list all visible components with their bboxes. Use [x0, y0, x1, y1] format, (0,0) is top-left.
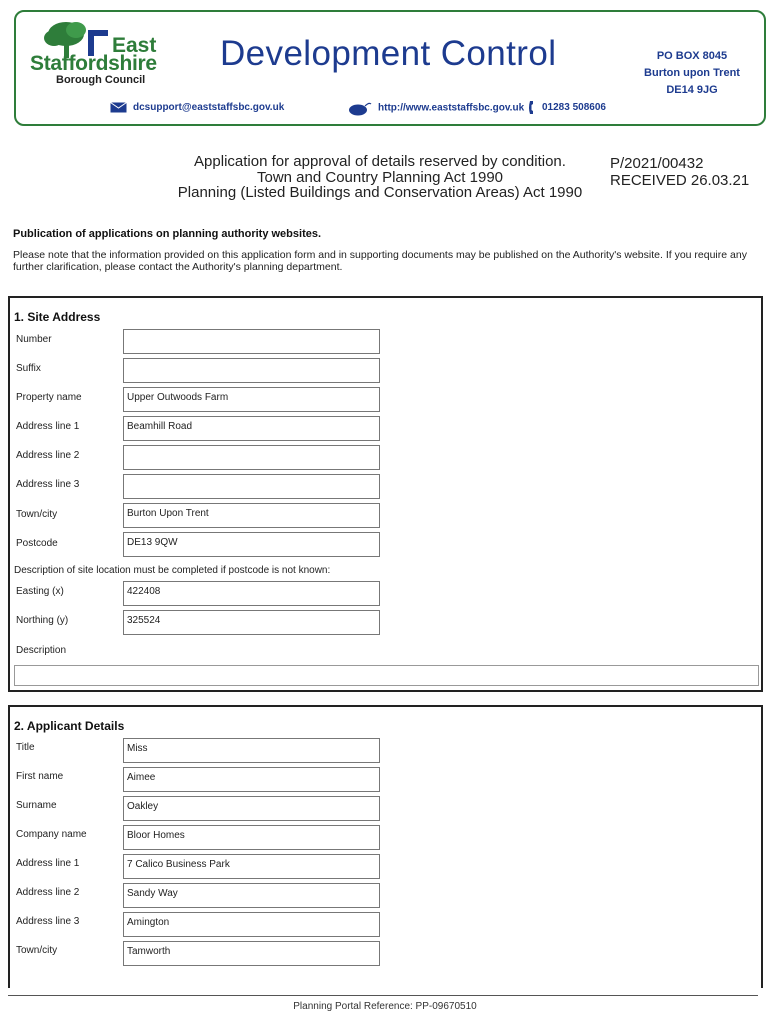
site-address-section [8, 296, 763, 692]
field-label: Easting (x) [16, 586, 64, 597]
section-title: 1. Site Address [14, 310, 101, 324]
field-label: Address line 3 [16, 479, 80, 490]
field-label: Address line 2 [16, 450, 80, 461]
phone-icon [528, 100, 536, 115]
field-label: Town/city [16, 509, 58, 520]
mouse-icon [348, 100, 372, 116]
logo-text-borough-council: Borough Council [56, 74, 146, 86]
application-title-line: Application for approval of details reserved by condition. [194, 153, 566, 170]
field-label: Northing (y) [16, 615, 69, 626]
surname-field[interactable]: Oakley [123, 796, 380, 821]
phone-number: 01283 508606 [542, 102, 606, 114]
application-reference [610, 155, 749, 189]
field-label: Postcode [16, 538, 58, 549]
applicant-details-section [8, 705, 763, 988]
address-line-3-field[interactable] [123, 474, 380, 499]
address-line-2-field[interactable]: Sandy Way [123, 883, 380, 908]
page-title: Development Control [220, 34, 557, 73]
field-label: Town/city [16, 945, 58, 956]
email-link[interactable]: dcsupport@eaststaffsbc.gov.uk [133, 102, 285, 114]
field-label: Address line 3 [16, 916, 80, 927]
suffix-field[interactable] [123, 358, 380, 383]
property-name-field[interactable]: Upper Outwoods Farm [123, 387, 380, 412]
phone-contact [528, 100, 606, 115]
logo-text-east: East [112, 34, 157, 57]
address-line-1-field[interactable]: 7 Calico Business Park [123, 854, 380, 879]
location-note: Description of site location must be completed if postcode is not known: [14, 565, 331, 576]
application-title-line: Town and Country Planning Act 1990 [257, 168, 503, 186]
field-label: Company name [16, 829, 87, 840]
address-line-2-field[interactable] [123, 445, 380, 470]
field-label: Title [16, 742, 35, 753]
footer-reference: Planning Portal Reference: PP-09670510 [293, 1001, 477, 1012]
field-label: Surname [16, 800, 57, 811]
northing-field[interactable]: 325524 [123, 610, 380, 635]
logo-text-staffordshire: Staffordshire [30, 52, 157, 75]
postcode-field[interactable]: DE13 9QW [123, 532, 380, 557]
publication-heading: Publication of applications on planning authority websites. [13, 228, 322, 240]
field-label: Address line 1 [16, 858, 80, 869]
envelope-icon [110, 102, 127, 113]
application-title [150, 154, 610, 201]
address-line-3-field[interactable]: Amington [123, 912, 380, 937]
address-line-1-field[interactable]: Beamhill Road [123, 416, 380, 441]
section-title: 2. Applicant Details [14, 719, 125, 733]
publication-notice: Please note that the information provided on this application form and in supporting documents may be published on the Authority's website. If you require any further clarification, please contact the Authority's planning department. [13, 249, 747, 273]
first-name-field[interactable]: Aimee [123, 767, 380, 792]
address-line: DE14 9JG [666, 84, 718, 96]
council-address [612, 48, 770, 99]
footer-divider [8, 995, 758, 996]
reference-number: P/2021/00432 [610, 155, 704, 172]
address-line: Burton upon Trent [644, 67, 740, 79]
application-title-line: Planning (Listed Buildings and Conservation Areas) Act 1990 [177, 184, 583, 201]
town-city-field[interactable]: Burton Upon Trent [123, 503, 380, 528]
field-label: First name [16, 771, 64, 782]
council-logo [30, 18, 180, 88]
number-field[interactable] [123, 329, 380, 354]
received-stamp: RECEIVED 26.03.21 [610, 172, 750, 189]
email-contact[interactable] [110, 102, 284, 113]
title-field[interactable]: Miss [123, 738, 380, 763]
description-field[interactable] [14, 665, 759, 686]
address-line: PO BOX 8045 [656, 50, 728, 62]
website-contact[interactable] [348, 100, 524, 116]
header-banner [14, 10, 766, 126]
field-label: Number [16, 334, 52, 345]
company-name-field[interactable]: Bloor Homes [123, 825, 380, 850]
field-label: Description [16, 645, 67, 656]
field-label: Address line 1 [16, 421, 80, 432]
field-label: Suffix [16, 363, 41, 374]
website-link[interactable]: http://www.eaststaffsbc.gov.uk [378, 102, 525, 114]
field-label: Property name [16, 392, 82, 403]
town-city-field[interactable]: Tamworth [123, 941, 380, 966]
field-label: Address line 2 [16, 887, 80, 898]
easting-field[interactable]: 422408 [123, 581, 380, 606]
